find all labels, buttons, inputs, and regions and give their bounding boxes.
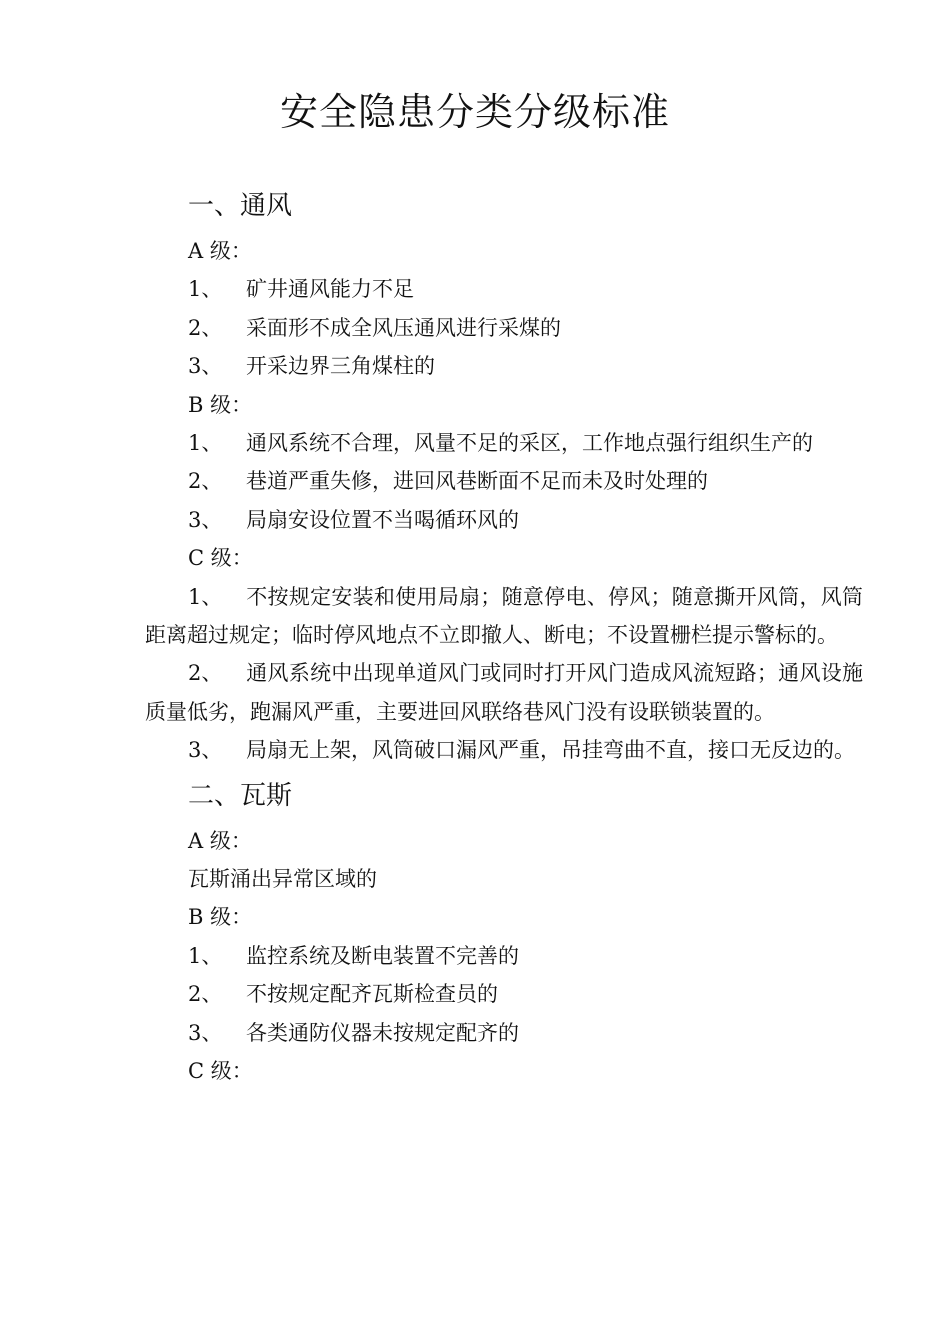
grade-c-label: C 级： (188, 546, 253, 571)
item-number: 2、 (188, 661, 223, 686)
section-heading-text: 二、瓦斯 (188, 780, 293, 811)
item-text: 巷道严重失修，进回风巷断面不足而未及时处理的 (246, 469, 708, 494)
list-item (0, 347, 950, 385)
item-number: 2、 (188, 315, 223, 340)
section-heading-text: 一、通风 (188, 191, 293, 221)
list-item (0, 270, 950, 308)
item-text: 不按规定配齐瓦斯检查员的 (246, 982, 498, 1007)
item-number: 2、 (188, 982, 223, 1007)
list-item (0, 975, 950, 1013)
list-item (0, 309, 950, 347)
item-number: 1、 (188, 943, 223, 968)
page-title: 安全隐患分类分级标准 (279, 90, 670, 134)
grade-a-label: A 级： (188, 828, 252, 853)
section-heading-ventilation (0, 180, 950, 232)
list-item (0, 462, 950, 500)
item-text: 瓦斯涌出异常区域的 (188, 866, 377, 891)
item-number: 1、 (188, 277, 223, 302)
item-text: 通风系统中出现单道风门或同时打开风门造成风流短路；通风设施质量低劣，跑漏风严重，主要进回风联络巷风门没有设联锁装置的。 (145, 661, 863, 724)
list-item (0, 501, 950, 539)
item-text: 开采边界三角煤柱的 (246, 354, 435, 379)
item-number: 3、 (188, 354, 223, 379)
list-item-paragraph (145, 424, 863, 462)
item-number: 3、 (188, 507, 223, 532)
item-text: 矿井通风能力不足 (246, 277, 414, 302)
grade-a-label: A 级： (188, 239, 252, 263)
item-number: 1、 (188, 584, 223, 609)
item-text: 局扇安设位置不当喝循环风的 (246, 507, 519, 532)
document-body (0, 180, 950, 1090)
item-text: 采面形不成全风压通风进行采煤的 (246, 315, 561, 340)
list-item-paragraph (145, 654, 863, 731)
list-item (0, 860, 950, 898)
item-number: 2、 (188, 469, 223, 494)
section-heading-gas (0, 770, 950, 822)
item-number: 1、 (188, 430, 223, 455)
list-item (0, 937, 950, 975)
item-number: 3、 (188, 1020, 223, 1045)
grade-b-label: B 级： (188, 905, 253, 930)
grade-c-label: C 级： (188, 1058, 253, 1083)
item-number: 3、 (188, 738, 223, 763)
item-text: 不按规定安装和使用局扇；随意停电、停风；随意撕开风筒，风筒距离超过规定；临时停风地点不立即撤人、断电；不设置栅栏提示警标的。 (145, 584, 863, 647)
item-text: 监控系统及断电装置不完善的 (246, 943, 519, 968)
list-item (0, 1014, 950, 1052)
item-text: 通风系统不合理，风量不足的采区，工作地点强行组织生产的 (246, 430, 813, 455)
list-item-paragraph (145, 578, 863, 655)
item-text: 局扇无上架，风筒破口漏风严重，吊挂弯曲不直，接口无反边的。 (246, 738, 855, 763)
item-text: 各类通防仪器未按规定配齐的 (246, 1020, 519, 1045)
grade-b-label: B 级： (188, 392, 253, 417)
list-item-paragraph (145, 731, 863, 769)
